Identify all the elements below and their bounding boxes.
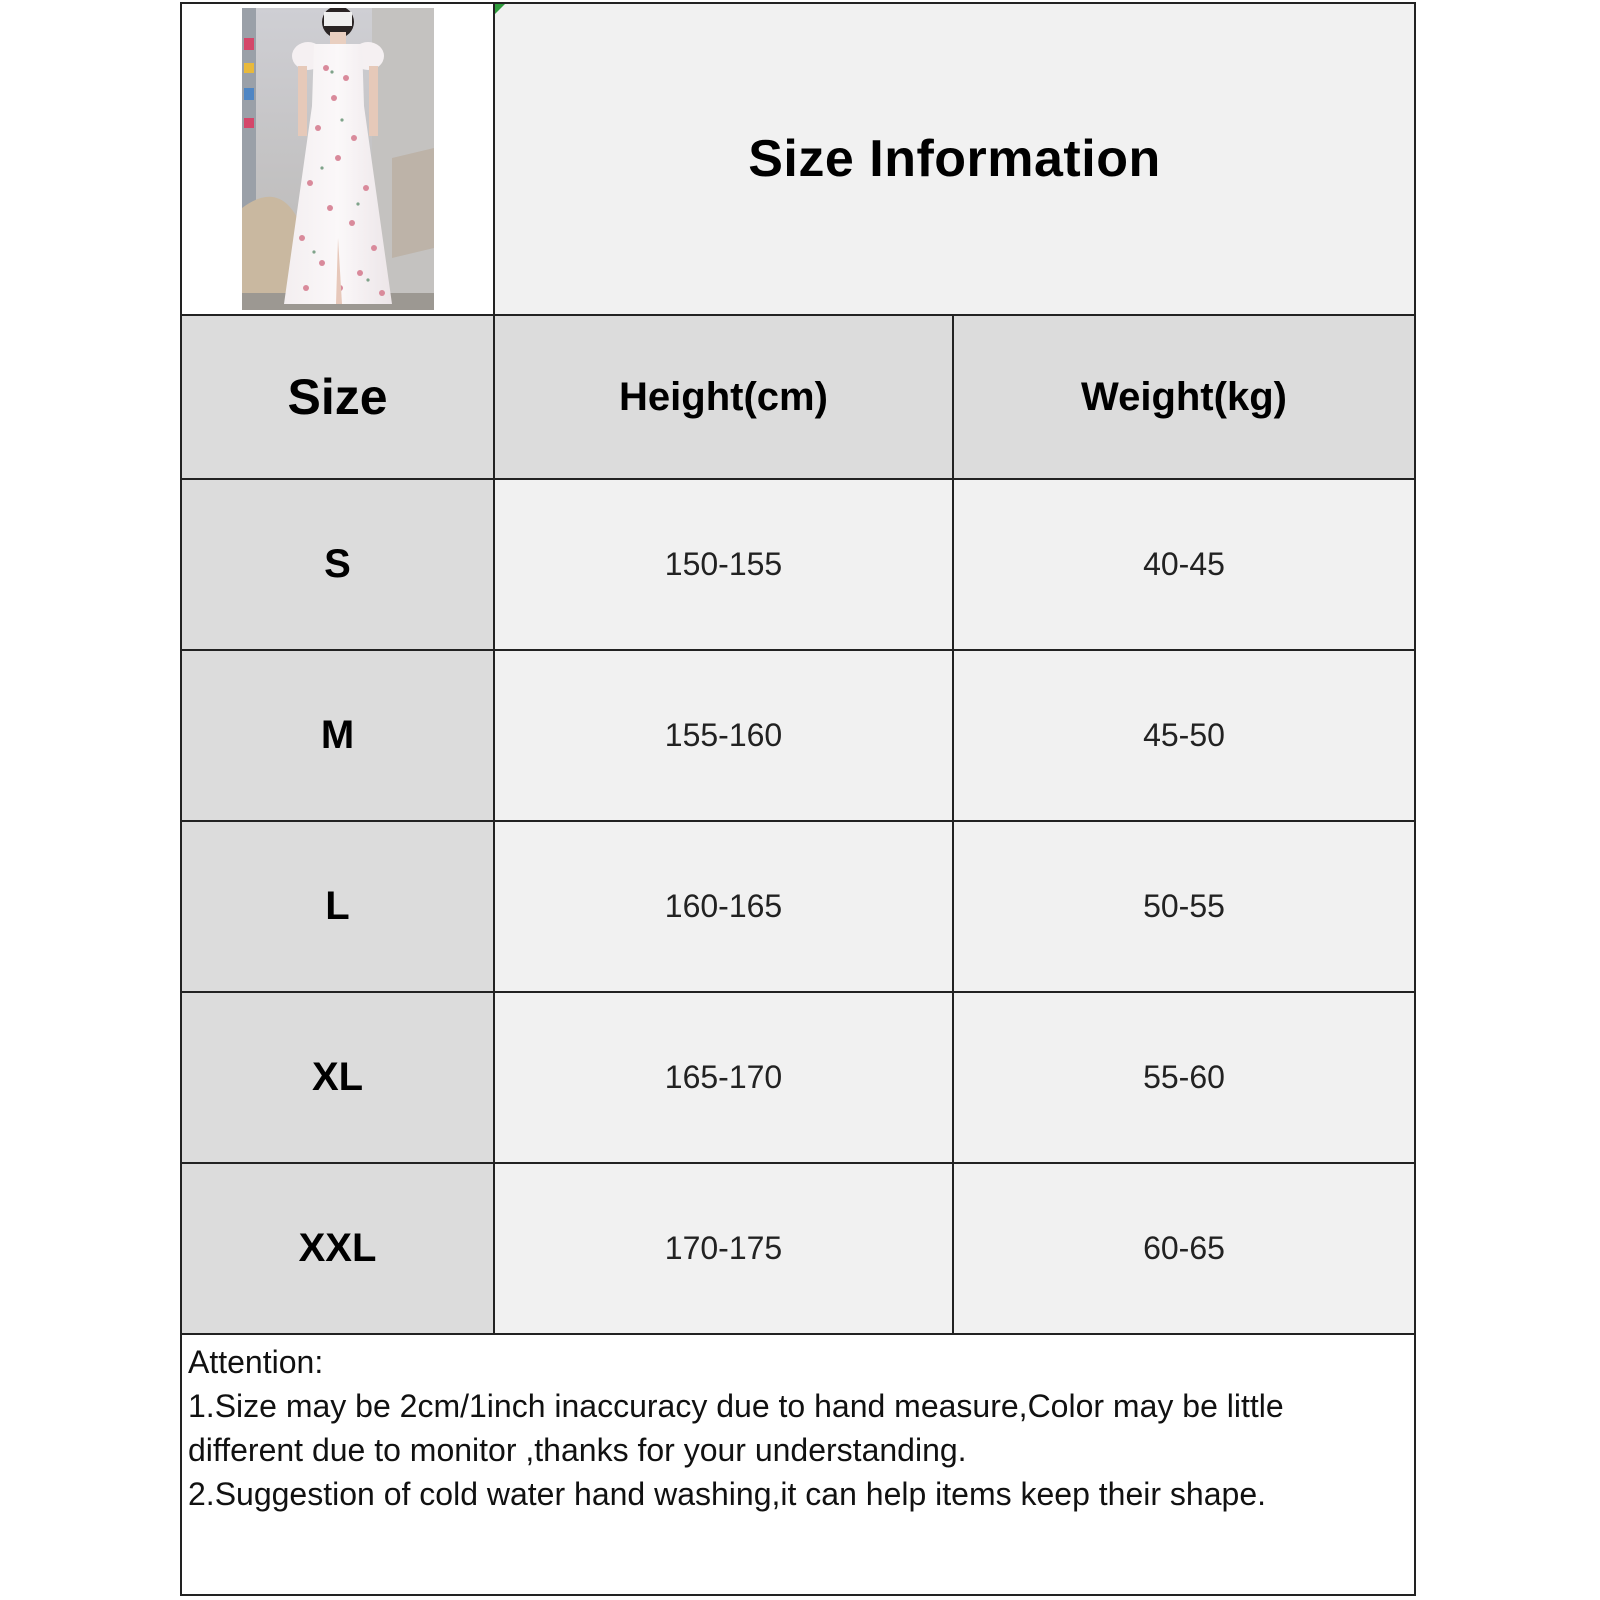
height-value: 150-155 xyxy=(495,480,954,651)
height-value: 165-170 xyxy=(495,993,954,1164)
product-photo-cell xyxy=(182,4,495,316)
height-value: 160-165 xyxy=(495,822,954,993)
height-value: 155-160 xyxy=(495,651,954,822)
height-value: 170-175 xyxy=(495,1164,954,1335)
size-table xyxy=(182,316,1414,1335)
weight-value: 55-60 xyxy=(954,993,1414,1164)
weight-value: 60-65 xyxy=(954,1164,1414,1335)
product-photo xyxy=(242,8,434,310)
attention-note-2: 2.Suggestion of cold water hand washing,it can help items keep their shape. xyxy=(188,1476,1266,1512)
attention-notes xyxy=(188,1340,1384,1516)
weight-value: 40-45 xyxy=(954,480,1414,651)
attention-heading: Attention: xyxy=(188,1344,324,1380)
attention-note-1: 1.Size may be 2cm/1inch inaccuracy due to hand measure,Color may be little different due to monitor ,thanks for your understanding. xyxy=(188,1388,1284,1468)
size-label: M xyxy=(182,651,495,822)
weight-value: 50-55 xyxy=(954,822,1414,993)
size-label: S xyxy=(182,480,495,651)
column-header-size: Size xyxy=(182,316,495,480)
size-label: XL xyxy=(182,993,495,1164)
weight-value: 45-50 xyxy=(954,651,1414,822)
size-chart xyxy=(180,2,1416,1596)
column-header-weight: Weight(kg) xyxy=(954,316,1414,480)
page-title: Size Information xyxy=(748,130,1161,188)
size-label: L xyxy=(182,822,495,993)
corner-marker xyxy=(495,4,505,14)
title-cell xyxy=(495,4,1414,316)
column-header-height: Height(cm) xyxy=(495,316,954,480)
size-label: XXL xyxy=(182,1164,495,1335)
